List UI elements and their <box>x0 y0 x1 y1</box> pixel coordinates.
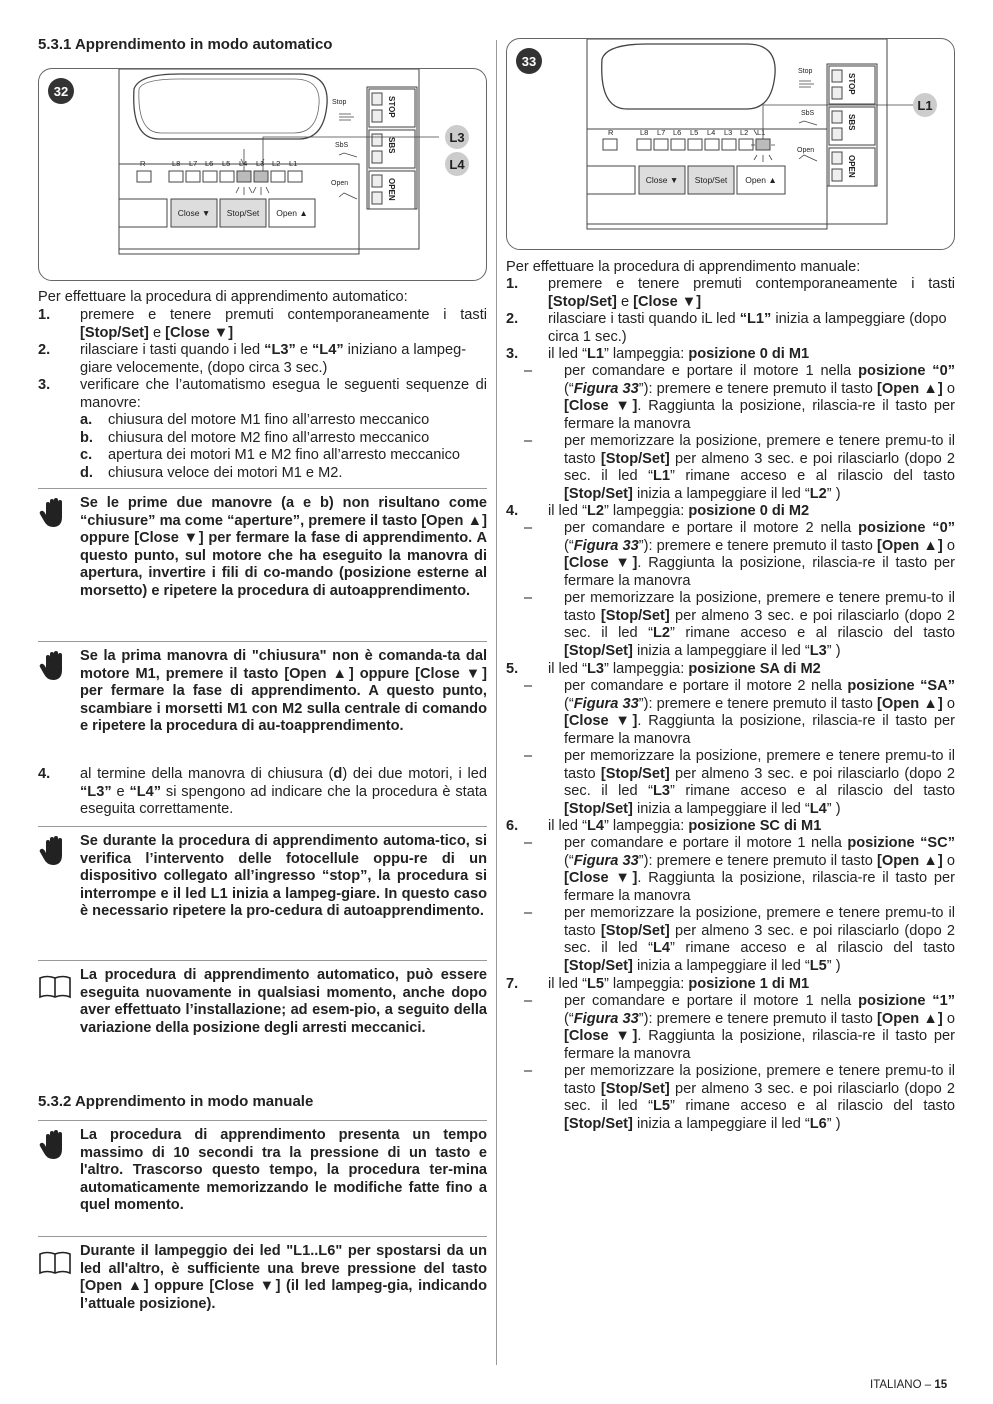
warning-note-5: La procedura di apprendimento presenta un tempo massimo di 10 secondi tra la pressione di un tasto e l'altro. Trascorso questo tempo, la procedura ter-mina automaticamente memorizzando le modifiche fatte fino a quel momento. <box>38 1120 487 1215</box>
led-label-l4: L4 <box>239 159 248 168</box>
open-label: Open <box>331 180 349 187</box>
led-label-l7: L7 <box>657 128 666 137</box>
stopset-button-label: Stop/Set <box>694 175 728 185</box>
manual-step-6: 6. il led “L4” lampeggia: posizione SC di M1 – per comandare e portare il motore 1 nella posizione “SC” (“Figura 33”): premere e tenere premuto il tasto [Open ▲] o [Close ▼]. Raggiunta la posizione, rilascia-re il tasto per fermare la manovra – per memorizzare la posizione, premere e tenere premu-to il tasto [Stop/Set] per almeno 3 sec. e poi rilasciarlo (dopo 2 sec. il led “L4” rimane acceso e al rilascio del tasto [Stop/Set] inizia a lampeggiare il led “L5” ) <box>506 818 956 974</box>
manual-step-1: 1. premere e tenere premuti contemporaneamente i tasti [Stop/Set] e [Close ▼] <box>506 276 955 310</box>
page-number: 15 <box>934 1379 948 1391</box>
manual-step-7: 7. il led “L5” lampeggia: posizione 1 di M1 – per comandare e portare il motore 1 nella posizione “1” (“Figura 33”): premere e tenere premuto il tasto [Open ▲] o [Close ▼]. Raggiunta la posizione, rilascia-re il tasto per fermare la manovra – per memorizzare la posizione, premere e tenere premu-to il tasto [Stop/Set] per almeno 3 sec. e poi rilasciarlo (dopo 2 sec. il led “L5” rimane acceso e al rilascio del tasto [Stop/Set] inizia a lampeggiare il led “L6” ) <box>506 976 956 1132</box>
step-2: 2. rilasciare i tasti quando i led “L3” e “L4” iniziano a lampeg-giare velocemente, (dopo circa 3 sec.) <box>38 342 467 376</box>
sbs-label: SbS <box>801 110 815 117</box>
terminal-stop: STOP <box>387 96 396 118</box>
sequence-list <box>80 412 487 482</box>
section-title-531: 5.3.1 Apprendimento in modo automatico <box>38 36 333 53</box>
led-label-l6: L6 <box>205 159 214 168</box>
intro-manual: Per effettuare la procedura di apprendimento manuale: <box>506 259 861 275</box>
stop-label: Stop <box>798 68 813 75</box>
intro-auto: Per effettuare la procedura di apprendimento automatico: <box>38 289 408 305</box>
close-button-label: Close ▼ <box>645 175 679 185</box>
terminal-sbs: SBS <box>387 137 396 154</box>
figure-33 <box>506 38 955 250</box>
led-label-l8: L8 <box>640 128 649 137</box>
open-button-label: Open ▲ <box>276 208 308 218</box>
led-label-l4: L4 <box>707 128 716 137</box>
led-label-l8: L8 <box>172 159 181 168</box>
callout-l3: L3 <box>449 130 465 145</box>
callout-l1: L1 <box>917 98 933 113</box>
terminal-stop: STOP <box>847 73 856 95</box>
info-note-6: Durante il lampeggio dei led "L1..L6" per spostarsi da un led all'altro, è sufficiente una breve pressione del tasto [Open ▲] oppure [Close ▼] (il led lampeg-gia, indicando l’attuale posizione). <box>38 1236 487 1313</box>
led-label-l1: L1 <box>289 159 298 168</box>
book-icon <box>38 969 72 1003</box>
warning-note-1: Se le prime due manovre (a e b) non risultano come “chiusure” ma come “aperture”, premere il tasto [Open ▲] oppure [Close ▼] per fermare la fase di apprendimento. A questo punto, sul motore che ha eseguito la manovra di apertura, invertire i fili di co-mando (posizione esterne al morsetto) e ripetere la procedura di autoapprendimento. <box>38 488 487 600</box>
led-label-l5: L5 <box>222 159 231 168</box>
open-button-label: Open ▲ <box>745 175 777 185</box>
figure-32 <box>38 68 487 281</box>
manual-step-3: 3. il led “L1” lampeggia: posizione 0 di M1 – per comandare e portare il motore 1 nella posizione “0” (“Figura 33”): premere e tenere premuto il tasto [Open ▲] o [Close ▼]. Raggiunta la posizione, rilascia-re il tasto per fermare la manovra – per memorizzare la posizione, premere e tenere premu-to il tasto [Stop/Set] per almeno 3 sec. e poi rilasciarlo (dopo 2 sec. il led “L1” rimane acceso e al rilascio del tasto [Stop/Set] inizia a lampeggiare il led “L2” ) <box>506 346 956 502</box>
stop-label: Stop <box>332 99 347 106</box>
warning-note-2: Se la prima manovra di "chiusura" non è comanda-ta dal motore M1, premere il tasto [Open ▲] oppure [Close ▼] per fermare la fase di apprendimento. A questo punto, scambiare i morsetti M1 con M2 sulla centrale di comando e ripetere la procedura di au-toapprendimento. <box>38 641 487 736</box>
info-note-4: La procedura di apprendimento automatico, può essere eseguita nuovamente in qualsiasi momento, anche dopo aver effettuato l’installazione; ad esem-pio, a seguito della variazione della posizione degli arresti meccanici. <box>38 960 487 1037</box>
hand-icon <box>38 497 72 531</box>
terminal-open: OPEN <box>847 155 856 178</box>
stopset-button-label: Stop/Set <box>226 208 260 218</box>
hand-icon <box>38 835 72 869</box>
column-divider <box>496 40 497 1365</box>
step-1: 1. premere e tenere premuti contemporaneamente i tasti [Stop/Set] e [Close ▼] <box>38 307 487 341</box>
hand-icon <box>38 650 72 684</box>
control-board-diagram <box>507 39 955 250</box>
terminal-sbs: SBS <box>847 114 856 131</box>
figure-number-32: 32 <box>53 84 69 99</box>
sequence-c: c. apertura dei motori M1 e M2 fino all’arresto meccanico <box>80 447 461 463</box>
page-footer: ITALIANO – 15 <box>870 1379 948 1391</box>
hand-icon <box>38 1129 72 1163</box>
sequence-a: a. chiusura del motore M1 fino all’arresto meccanico <box>80 412 430 428</box>
manual-step-5: 5. il led “L3” lampeggia: posizione SA di M2 – per comandare e portare il motore 2 nella posizione “SA” (“Figura 33”): premere e tenere premuto il tasto [Open ▲] o [Close ▼]. Raggiunta la posizione, rilascia-re il tasto per fermare la manovra – per memorizzare la posizione, premere e tenere premu-to il tasto [Stop/Set] per almeno 3 sec. e poi rilasciarlo (dopo 2 sec. il led “L3” rimane acceso e al rilascio del tasto [Stop/Set] inizia a lampeggiare il led “L4” ) <box>506 661 956 817</box>
step-4: 4. al termine della manovra di chiusura (d) dei due motori, i led “L3” e “L4” si spengono ad indicare che la procedura è stata eseguita correttamente. <box>38 766 487 817</box>
warning-note-3: Se durante la procedura di apprendimento automa-tico, si verifica l’intervento delle fotocellule oppu-re di un dispositivo collegato all’ingresso “stop”, la procedura si interrompe e il led L1 inizia a lampeg-giare. In questo caso è necessario ripetere la pro-cedura di autoapprendimento. <box>38 826 487 921</box>
sequence-b: b. chiusura del motore M2 fino all’arresto meccanico <box>80 429 430 446</box>
step-3: 3. verificare che l’automatismo esegua le seguenti sequenze di manovre: <box>38 377 487 411</box>
led-label-l2: L2 <box>740 128 749 137</box>
led-label-l1: L1 <box>757 128 766 137</box>
led-label-l7: L7 <box>189 159 198 168</box>
led-label-l3: L3 <box>256 159 265 168</box>
led-label-l6: L6 <box>673 128 682 137</box>
control-board-diagram <box>39 69 487 281</box>
section-title-532: 5.3.2 Apprendimento in modo manuale <box>38 1093 314 1110</box>
figure-number-33: 33 <box>521 54 537 69</box>
close-button-label: Close ▼ <box>177 208 211 218</box>
terminal-open: OPEN <box>387 178 396 201</box>
led-label-l2: L2 <box>272 159 281 168</box>
manual-step-4: 4. il led “L2” lampeggia: posizione 0 di M2 – per comandare e portare il motore 2 nella posizione “0” (“Figura 33”): premere e tenere premuto il tasto [Open ▲] o [Close ▼]. Raggiunta la posizione, rilascia-re il tasto per fermare la manovra – per memorizzare la posizione, premere e tenere premu-to il tasto [Stop/Set] per almeno 3 sec. e poi rilasciarlo (dopo 2 sec. il led “L2” rimane acceso e al rilascio del tasto [Stop/Set] inizia a lampeggiare il led “L3” ) <box>506 503 956 659</box>
book-icon <box>38 1245 72 1279</box>
open-label: Open <box>797 147 815 154</box>
callout-l4: L4 <box>449 157 465 172</box>
led-label-r: R <box>140 159 146 168</box>
led-label-l3: L3 <box>724 128 733 137</box>
sequence-d: d. chiusura veloce dei motori M1 e M2. <box>80 464 343 481</box>
sbs-label: SbS <box>335 142 349 149</box>
led-label-l5: L5 <box>690 128 699 137</box>
manual-step-2: 2. rilasciare i tasti quando iL led “L1” inizia a lampeggiare (dopo circa 1 sec.) <box>506 311 947 345</box>
led-label-r: R <box>608 128 614 137</box>
